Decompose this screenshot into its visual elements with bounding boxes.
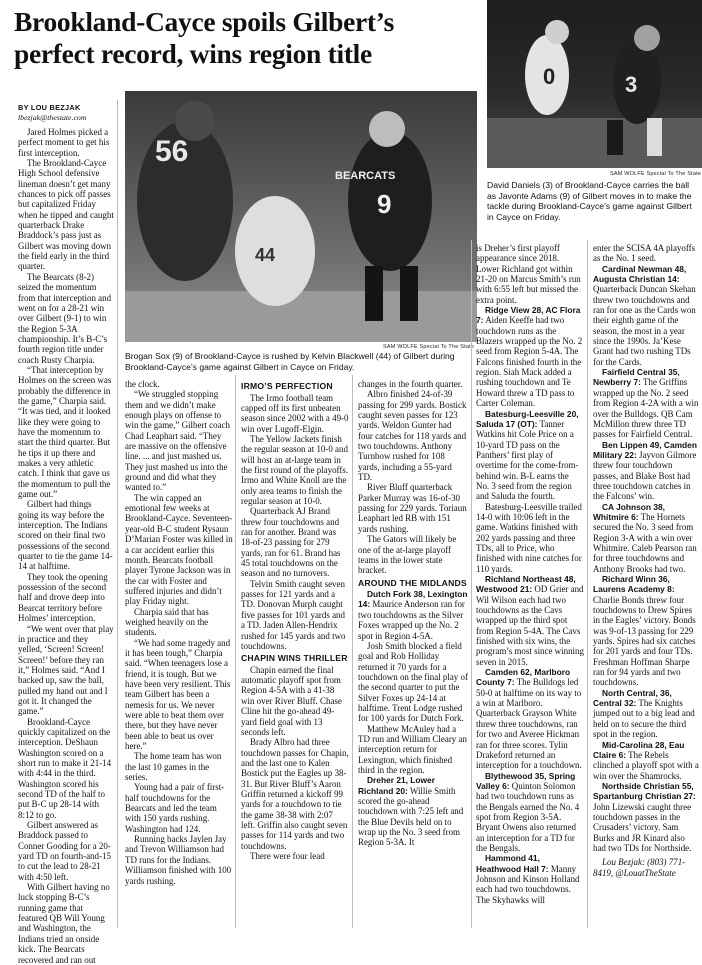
paragraph-text: Willie Smith scored the go-ahead touchdown with 7:25 left and the Blue Devils held on to wrap up the No. 3 seed from Region 5-3A. It (358, 785, 464, 848)
article-column-5 (476, 243, 584, 930)
jersey-number-brookland: 3 (625, 72, 638, 97)
game-result-lead: Fairfield Central 35, Newberry 7: (593, 367, 680, 388)
jersey-number-gilbert: 0 (543, 64, 556, 89)
column-rule (587, 240, 588, 928)
paragraph-text: John Lizewski caught three touchdown passes in the Crusaders’ victory. Sam Burks and JR Kinard also had two TDs for Northside. (593, 801, 692, 853)
paragraph-text: Tanner Watkins hit Cole Price on a 10-yard TD pass on the Panthers’ first play of overtime for the come-from-behind win. B-L earns the No. 3 seed from the region and Saluda the fourth. (476, 418, 579, 502)
game-result-lead: North Central, 36, Central 32: (593, 687, 672, 709)
article-paragraph: Gilbert had things going its way before the interception. The Indians scored on their final two possessions of the second quarter to tie the game 14-14 at halftime. (18, 499, 113, 572)
game-result-lead: Batesburg-Leesville 20, Saluda 17 (OT): (476, 408, 579, 429)
paragraph-text: Jayvon Gilmore threw four touchdown passes, and Blake Bost had three touchdown catches in the Falcons’ win. (593, 449, 697, 502)
top-photo-credit: SAM WOLFE Special To The State (610, 171, 702, 177)
main-photo-caption: Brogan Sox (9) of Brookland-Cayce is rushed by Kelvin Blackwell (44) of Gilbert during Brookland-Cayce’s game against Gilbert in Cayce on Friday. (125, 351, 455, 372)
article-paragraph: Quarterback AJ Brand threw four touchdowns and ran for another. Brand was 18-of-23 passing for 279 yards, ran for 61. Brand has 45 total touchdowns on the season and no turnovers. (241, 506, 341, 579)
paragraph-text: Manny Johnson and Kinson Holland each had two touchdowns. The Skyhawks will (476, 863, 580, 905)
paragraph-text: Quinton Solomon had two touchdown runs as the Bengals earned the No. 4 spot from Region 3-5A. Bryant Owens also returned an interception for a TD for the Bengals. (476, 780, 580, 853)
article-paragraph: Young had a pair of first-half touchdowns for the Bearcats and led the team with 150 yards rushing. Washington had 124. (125, 782, 225, 834)
article-paragraph: Brady Albro had three touchdown passes for Chapin, and the last one to Kalen Bostick put the Eagles up 38-31. But River Bluff’s Aaron Griffin returned a kickoff 99 yards for a touchdown to tie the game 38-38 with 2:07 left. Griffin also caught seven passes for 114 yards and two touchdowns. (241, 737, 349, 851)
team-name-text: BEARCATS (335, 170, 396, 182)
article-paragraph: Charpia said that has weighed heavily on the students. (125, 606, 209, 638)
paragraph-text: OD Grier and Wil Wilson each had two touchdowns as the Cavs wrapped up the third spot from Region 5-4A. The Cavs finished with six wins, the program’s most since winning seven in 2015. (476, 584, 584, 667)
game-result-lead: Dreher 21, Lower Richland 20: (358, 775, 435, 796)
article-column-6 (593, 243, 699, 930)
game-result-lead: Ridge View 28, AC Flora 7: (476, 305, 581, 326)
author-email: lbezjak@thestate.com (18, 113, 87, 122)
article-paragraph: The Bearcats (8-2) seized the momentum from that interception and went on for a 28-21 win over Gilbert (9-1) to win the Region 5-3A championship. It’s B-C’s fourth region title under coach Rusty Charpia. (18, 271, 112, 365)
article-paragraph (476, 853, 584, 905)
article-column-1 (18, 127, 114, 965)
article-paragraph (358, 589, 468, 641)
game-result-lead: Northside Christian 55, Spartanburg Christian 27: (593, 780, 696, 802)
article-paragraph (476, 409, 584, 502)
article-paragraph: the clock. (125, 379, 160, 389)
paragraph-text: The Rebels clinched a playoff spot with a win over the Shamrocks. (593, 749, 699, 781)
game-result-lead: Richard Winn 36, Laurens Academy 8: (593, 574, 675, 595)
article-paragraph (476, 305, 584, 408)
article-paragraph (593, 574, 699, 688)
article-paragraph (593, 502, 699, 574)
paragraph-text: Aiden Keeffe had two touchdown runs as the Blazers wrapped up the No. 2 seed from Region 5-4A. The Falcons finished fourth in the region. Siah Mack added a rushing touchdown and Te Howard threw a TD pass to Carter Coleman. (476, 315, 583, 409)
article-paragraph: Running backs Jaylen Jay and Trevon Williamson had TD runs for the Indians. Williamson finished with 100 yards rushing. (125, 834, 232, 886)
article-paragraph: “We went over that play in practice and they yelled, ‘Screen! Screen! Screen!’ before they ran it,” Holmes said. “And I backed up, saw the ball, pulled my hand out and I got it. It changed the game.” (18, 623, 114, 717)
paragraph-text: Matthew McAuley had a TD run and William Cleary an interception return for Lexington, which finished third in the region. (358, 723, 467, 775)
article-paragraph (476, 502, 584, 574)
article-column-4 (358, 379, 468, 930)
jersey-number-56: 56 (155, 135, 189, 168)
article-paragraph: Albro finished 24-of-39 passing for 299 yards. Bostick caught seven passes for 123 yards. Weldon Gunter had four catches for 118 yards and two touchdowns. Anthony Turnbow rushed for 108 yards, including a 55-yard TD. (358, 389, 467, 483)
article-paragraph: There were four lead (250, 850, 325, 861)
byline: BY LOU BEZJAK (18, 103, 81, 112)
main-photo-image (125, 91, 477, 342)
article-paragraph: Gilbert answered as Braddock passed to Conner Gooding for a 20-yard TD on fourth-and-15 to cut the lead to 28-21 with 4:50 left. (18, 820, 111, 882)
article-paragraph (358, 775, 468, 847)
article-paragraph (476, 243, 584, 305)
headline: Brookland-Cayce spoils Gilbert’s perfect record, wins region title (14, 6, 395, 69)
article-paragraph (593, 688, 699, 740)
article-paragraph: Brookland-Cayce quickly capitalized on the interception. DeShaun Washington scored on a short run to make it 21-14 with 4:44 in the third. Washington scored his second TD of the half to put B-C up 28-14 with 8:12 to go. (18, 716, 112, 820)
top-photo (487, 0, 702, 168)
section-subhead: CHAPIN WINS THRILLER (241, 653, 348, 664)
jersey-number-9: 9 (377, 189, 392, 219)
game-result-lead: CA Johnson 38, Whitmire 6: (593, 501, 665, 522)
article-paragraph (593, 367, 699, 439)
paragraph-text: Quarterback Duncan Skehan threw two touchdowns and ran for one as the Cards won their eighth game of the season, the most in a year since the 1990s. Ja’Kese Grant had two rushing TDs for the Cards. (593, 284, 696, 367)
article-paragraph (593, 264, 699, 367)
article-paragraph (593, 740, 699, 781)
top-photo-caption: David Daniels (3) of Brookland-Cayce carries the ball as Javonte Adams (9) of Gilbert moves in to make the tackle during Brookland-Cayce’s game against Gilbert in Cayce on Friday. (487, 180, 692, 222)
article-paragraph: “That interception by Holmes on the screen was probably the difference in the game,” Charpia said. “It was tied, and it looked like they were going to have the momentum to start the third quarter. But he tips it up there and makes a very athletic catch. I think that gave us the momentum to pull the game out.” (18, 364, 112, 500)
article-paragraph: Jared Holmes picked a perfect moment to get his first interception. (18, 127, 110, 158)
main-photo-credit: SAM WOLFE Special To The State (383, 344, 475, 350)
article-paragraph (358, 641, 468, 724)
game-result-lead: Hammond 41, Heathwood Hall 7: (476, 853, 549, 874)
article-column-3 (241, 379, 349, 930)
paragraph-text: Batesburg-Leesville trailed 14-0 with 10:06 left in the game. Watkins finished with 202 yards passing and three TDs, all to Price, who finished with nine catches for 110 yards. (476, 501, 582, 574)
article-paragraph (476, 771, 584, 854)
paragraph-text: Josh Smith blocked a field goal and Rob Holliday returned it 70 yards for a touchdown on the final play of the second quarter to put the Silver Foxes up 24-14 at halftime. Trent Lodge rushed for 100 yards for Dutch Fork. (358, 640, 468, 724)
author-tagline: Lou Bezjak: (803) 771-8419, @LouatTheState (593, 857, 686, 878)
column-rule (352, 375, 353, 928)
article-paragraph (476, 667, 584, 770)
article-paragraph: The home team has won the last 10 games in the series. (125, 751, 222, 783)
paragraph-text: enter the SCISA 4A playoffs as the No. 1 seed. (593, 243, 696, 264)
column-rule (117, 100, 118, 928)
game-result-lead: Dutch Fork 38, Lexington 14: (358, 589, 468, 610)
article-paragraph: Telvin Smith caught seven passes for 121 yards and a TD. Donovan Murph caught five passes for 101 yards and a TD. Jaden Allen-Hendrix rushed for 145 yards and two touchdowns. (241, 578, 346, 651)
game-result-lead: Cardinal Newman 48, Augusta Christian 14: (593, 263, 687, 285)
article-paragraph (358, 724, 468, 776)
article-paragraph: The win capped an emotional few weeks at Brookland-Cayce. Seventeen-year-old B-C student Rysaun D’Marian Foster was killed in a car accident earlier this month. Bearcats football player Tyrone Jackson was in the car with Foster and suffered injuries and didn’t play Friday night. (125, 492, 233, 607)
article-paragraph (593, 440, 699, 502)
article-paragraph: With Gilbert having no luck stopping B-C’s running game that featured QB Will Young and Washington, the Indians tried an onside kick. The Bearcats recovered and ran out (18, 882, 110, 965)
jersey-number-44: 44 (255, 245, 276, 265)
game-result-lead: Blythewood 35, Spring Valley 6: (476, 770, 576, 791)
game-result-lead: Camden 62, Marlboro County 7: (476, 667, 571, 688)
main-photo (125, 91, 477, 342)
paragraph-text: The Knights jumped out to a big lead and held on to secure the third spot in the region. (593, 698, 695, 740)
article-paragraph: They took the opening possession of the second half and drove deep into Bearcat territory before Holmes’ interception. (18, 571, 108, 624)
section-subhead: AROUND THE MIDLANDS (358, 577, 467, 588)
article-column-2 (125, 379, 233, 930)
article-paragraph: The Irmo football team capped off its first unbeaten season since 2002 with a 49-0 win over Lugoff-Elgin. (241, 392, 349, 434)
article-paragraph: The Gators will likely be one of the at-large playoff teams in the lower state bracket. (358, 534, 457, 576)
column-rule (235, 375, 236, 928)
article-paragraph: changes in the fourth quarter. (358, 379, 463, 389)
column-rule (471, 240, 472, 928)
article-paragraph: The Brookland-Cayce High School defensive lineman doesn’t get many chances to pick off passes but capitalized Friday when he tipped and caught quarterback Drake Braddock’s pass just as Gilbert was moving down the field early in the third quarter. (18, 158, 114, 272)
game-result-lead: Mid-Carolina 28, Eau Claire 6: (593, 739, 685, 760)
paragraph-text: Charlie Bonds threw four touchdowns to Drew Spires in the Eagles’ victory. Bonds was 9-of-13 passing for 229 yards. Spires had six catches for 201 yards and four TDs. Freshman Hoffman Sharpe ran for 94 yards and two touchdowns. (593, 594, 696, 688)
game-result-lead: Ben Lippen 49, Camden Military 22: (593, 439, 697, 460)
paragraph-text: The Bulldogs led 50-0 at halftime on its way to a win at Marlboro. Quarterback Grayson White threw three touchdowns, ran for two and Averee Hickman ran for three scores. Tylin Drakeford returned an interception for a touchdown. (476, 677, 582, 771)
article-paragraph: “We had some tragedy and it has been tough,” Charpia said. “When teenagers lose a friend, it is tough. But we have been very resilient. This team Gilbert has been a nemesis for us. We never were able to beat them over there, but they have never been able to beat us over here.” (125, 637, 231, 752)
paragraph-text: is Dreher’s first playoff appearance since 2018. Lower Richland got within 21-20 on Marcus Smith’s run with 6:55 left but missed the extra point. (476, 243, 581, 305)
article-paragraph: The Yellow Jackets finish the regular season at 10-0 and will host an at-large team in the first round of the playoffs. Irmo and White Knoll are the only area teams to finish the regular season at 10-0. (241, 433, 349, 507)
article-paragraph: Chapin earned the final automatic playoff spot from Region 4-5A with a 41-38 win over River Bluff. Chase Cline hit the go-ahead 49-yard field goal with 13 seconds left. (241, 664, 342, 737)
article-paragraph (593, 243, 699, 264)
paragraph-text: Maurice Anderson ran for two touchdowns as the Silver Foxes wrapped up the No. 2 spot in Region 4-5A. (358, 599, 465, 641)
article-paragraph (476, 574, 584, 667)
top-photo-image (487, 0, 702, 168)
game-result-lead: Richland Northeast 48, Westwood 21: (476, 574, 576, 595)
article-paragraph: “We struggled stopping them and we didn’t make enough plays on offense to win the game,” Gilbert coach Chad Leaphart said. “They are massive on the offensive line. ... and just mashed us. They just mashed us into the ground and did what they wanted to.” (125, 389, 230, 493)
paragraph-text: The Griffins wrapped up the No. 2 seed from Region 4-2A with a win over the Bulldogs. QB Cam McMillon threw three TD passes for Fairfield Central. (593, 377, 699, 440)
paragraph-text: The Hornets secured the No. 3 seed from Region 3-A with a win over Whitmire. Caleb Pearson ran for three touchdowns and Anthony Brooks had two. (593, 511, 697, 574)
section-subhead: IRMO’S PERFECTION (241, 381, 333, 391)
article-paragraph: River Bluff quarterback Parker Murray was 16-of-30 passing for 229 yards. Toriaun Leaphart led RB with 151 yards rushing. (358, 482, 467, 534)
article-paragraph (593, 781, 699, 853)
